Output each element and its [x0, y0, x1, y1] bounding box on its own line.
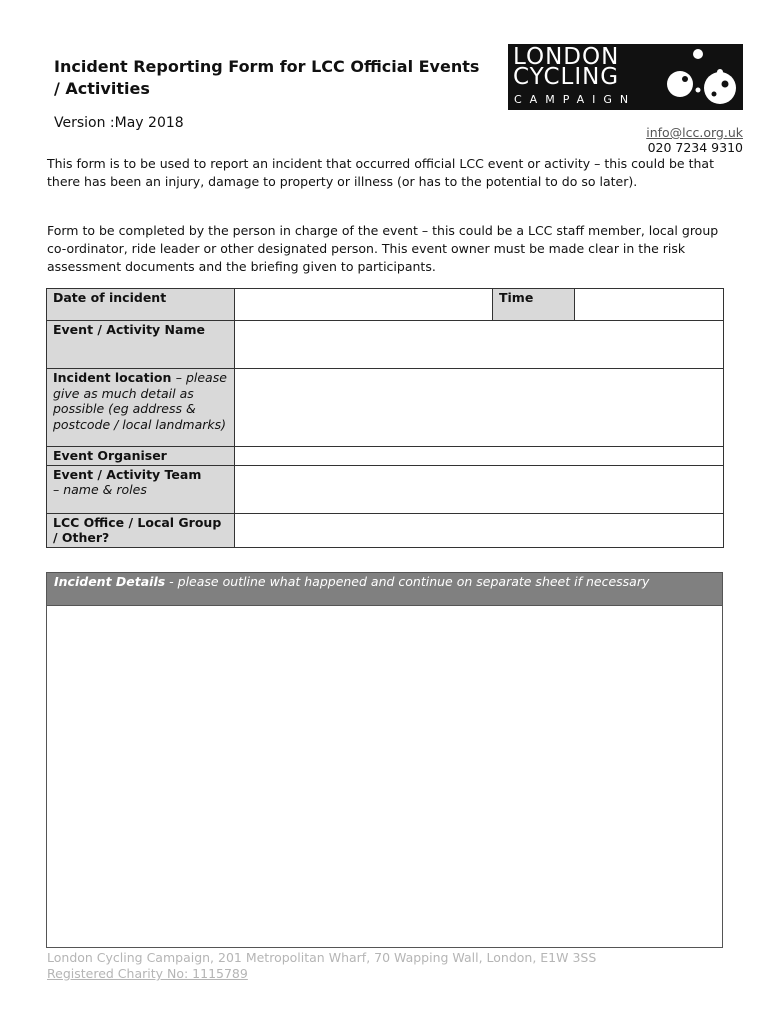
lcc-logo — [508, 44, 743, 110]
time-label: Time — [493, 289, 575, 321]
intro-paragraph-2: Form to be completed by the person in charge of the event – this could be a LCC staff member, local group co-ordinator, ride leader or other designated person. This event owner must be made clear in the risk assessment documents and the briefing given to participants. — [47, 223, 719, 274]
event-name-label: Event / Activity Name — [47, 321, 235, 369]
contact-block — [646, 125, 743, 155]
team-field[interactable] — [235, 465, 724, 513]
team-label-cell — [47, 465, 235, 513]
footer — [47, 950, 596, 982]
incident-details-field[interactable] — [47, 606, 722, 946]
date-label: Date of incident — [47, 289, 235, 321]
intro-paragraph-1: This form is to be used to report an incident that occurred official LCC event or activity – this could be that there has been an injury, damage to property or illness (or has to the potential to do so later). — [47, 156, 714, 189]
phone-number: 020 7234 9310 — [647, 140, 743, 155]
office-field[interactable] — [235, 513, 724, 547]
location-label: Incident location — [53, 370, 172, 385]
organiser-label: Event Organiser — [47, 447, 235, 466]
office-label: LCC Office / Local Group / Other? — [47, 513, 235, 547]
incident-details-label: Incident Details — [54, 574, 166, 589]
team-hint: – name & roles — [53, 482, 147, 497]
date-field[interactable] — [235, 289, 493, 321]
location-hint: – please give as much detail as possible (eg address & postcode / local landmarks) — [53, 370, 227, 432]
time-field[interactable] — [575, 289, 724, 321]
team-label: Event / Activity Team — [53, 466, 202, 482]
logo-line-3: CAMPAIGN — [514, 93, 637, 106]
logo-line-1: LONDON — [513, 44, 620, 70]
page-title: Incident Reporting Form for LCC Official Events / Activities — [54, 57, 480, 98]
email-link[interactable]: info@lcc.org.uk — [646, 125, 743, 140]
version-text: Version :May 2018 — [54, 115, 184, 131]
bicycle-wheels-icon — [658, 46, 740, 108]
organiser-field[interactable] — [235, 447, 724, 466]
incident-details-box — [46, 572, 723, 948]
incident-details-header — [47, 573, 722, 606]
logo-line-2: CYCLING — [513, 64, 620, 90]
location-label-cell — [47, 369, 235, 447]
incident-form-table — [46, 288, 724, 548]
footer-address: London Cycling Campaign, 201 Metropolitan Wharf, 70 Wapping Wall, London, E1W 3SS — [47, 950, 597, 965]
footer-charity-number: Registered Charity No: 1115789 — [47, 966, 248, 981]
event-name-field[interactable] — [235, 321, 724, 369]
location-field[interactable] — [235, 369, 724, 447]
incident-details-hint: - please outline what happened and continue on separate sheet if necessary — [165, 574, 650, 589]
